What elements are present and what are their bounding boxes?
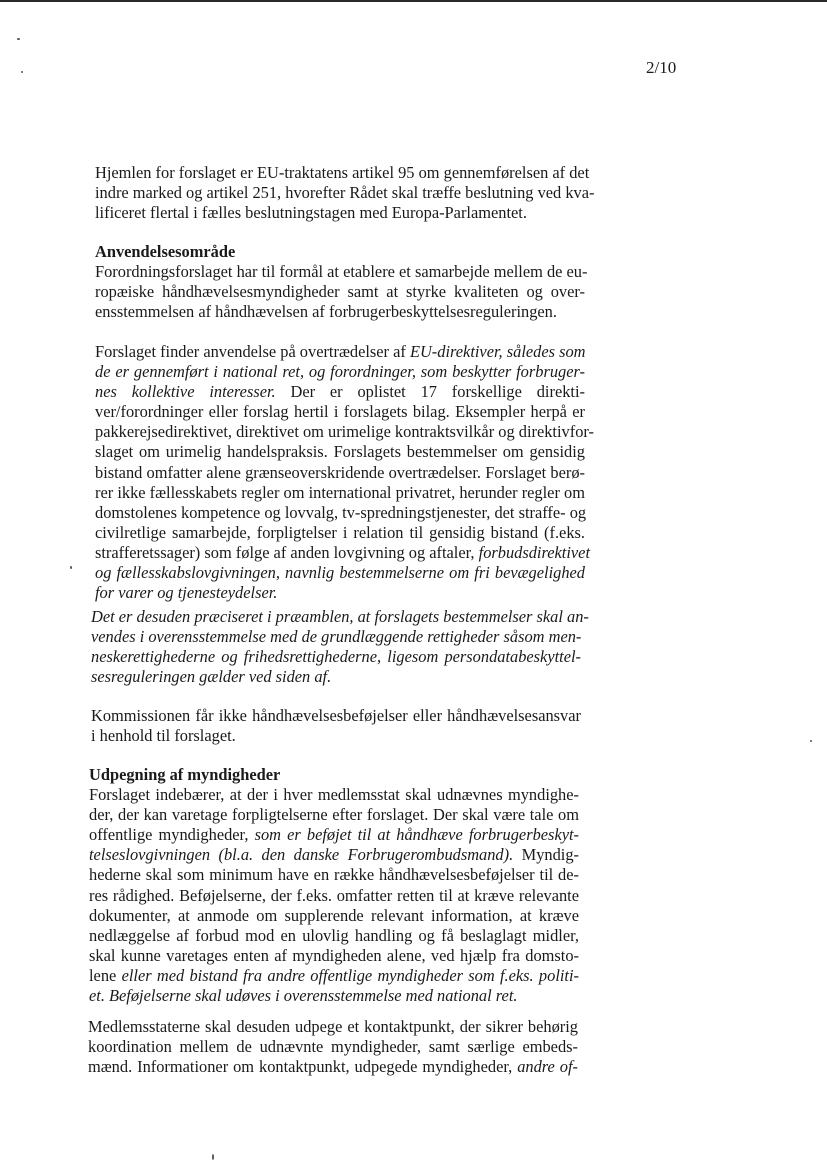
section-authorities [89,765,579,1006]
text-line [91,607,589,627]
text-line [95,382,585,402]
text-line [91,667,581,687]
text-line: ensstemmelsen af håndhævelsen af forbrugerbeskyttelsesreguleringen. [95,302,557,322]
text-line: res rådighed. Beføjelserne, der f.eks. omfatter retten til at kræve relevante [89,885,579,905]
text-run-italic: de er gennemført i national ret, og forordninger, som beskytter forbruger- [95,362,585,382]
text-run: Der er oplistet 17 forskellige direkti- [275,382,585,402]
scan-speck [810,740,812,742]
paragraph-contact-point [88,1017,578,1077]
text-line [91,627,581,647]
text-line: pakkerejsedirektivet, direktivet om urimelige kontraktsvilkår og direktivfor- [95,422,594,442]
text-run-italic: som er beføjet til at håndhæve forbrugerbeskyt- [254,825,580,845]
paragraph-application [95,342,594,603]
text-run-italic: for varer og tjenesteydelser. [95,583,278,603]
section-scope [95,242,588,322]
scan-speck [17,38,20,40]
text-run-italic: neskerettighederne og frihedsrettighederne, ligesom persondatabeskyttel- [91,647,581,667]
text-line: bistand omfatter alene grænseoverskridende overtrædelser. Forslaget berø- [95,462,585,482]
text-run-italic: vendes i overensstemmelse med de grundlæggende rettigheder såsom men- [91,627,582,647]
paragraph-preamble [91,607,589,687]
text-line: Medlemsstaterne skal desuden udpege et kontaktpunkt, der sikrer behørig [88,1017,578,1036]
text-line: dokumenter, at anmode om supplerende relevant information, at kræve [89,905,579,925]
text-line: koordination mellem de udnævnte myndigheder, samt særlige embeds- [88,1037,578,1057]
text-line: ropæiske håndhævelsesmyndigheder samt at styrke kvaliteten og over- [95,282,585,302]
text-line: indre marked og artikel 251, hvorefter Rådet skal træffe beslutning ved kva- [95,183,595,203]
text-line: skal kunne varetages enten af myndigheden alene, ved hjælp fra domsto- [89,945,579,965]
text-run-italic: forbudsdirektivet [478,542,591,562]
text-line [89,986,579,1006]
page-number: 2/10 [646,58,677,77]
text-line: Hjemlen for forslaget er EU-traktatens artikel 95 om gennemførelsen af det [95,163,590,182]
text-run-italic: telseslovgivningen (bl.a. den danske Forbrugerombudsmand). [89,845,514,865]
text-line: der, der kan varetage forpligtelserne efter forslaget. Der skal være tale om [89,805,579,825]
text-line [95,362,585,382]
text-run-italic: et. Beføjelserne skal udøves i overensstemmelse med national ret. [89,986,518,1006]
text-line: domstolenes kompetence og lovvalg, tv-spredningstjenester, det straffe- og [95,502,587,522]
text-line [89,966,579,986]
text-line: hederne skal som minimum have en række håndhævelsesbeføjelser til de- [89,865,579,885]
text-line [95,342,585,362]
text-line [95,583,585,603]
text-run: offentlige myndigheder, [89,825,255,845]
section-heading: Udpegning af myndigheder [89,765,281,784]
text-run: mænd. Informationer om kontaktpunkt, udpegede myndigheder, [88,1057,518,1077]
text-run-italic: andre of- [517,1057,578,1077]
text-line: nedlæggelse af forbud mod en ulovlig handling og få beslaglagt midler, [89,925,579,945]
text-line [91,647,581,667]
text-run: Myndig- [513,845,579,865]
text-run-italic: sesreguleringen gælder ved siden af. [91,667,332,687]
text-line [88,1057,578,1077]
text-line: rer ikke fællesskabets regler om international privatret, herunder regler om [95,482,585,502]
scan-speck [70,566,72,569]
scan-speck [21,71,23,73]
paragraph-commission [91,706,581,746]
text-run-italic: eller med bistand fra andre offentlige myndigheder som f.eks. politi- [121,965,579,985]
text-run-italic: EU-direktiver, således som [409,342,586,361]
scan-top-edge [0,0,827,2]
text-line [95,563,585,583]
text-run: lene [89,965,122,985]
text-line: Kommissionen får ikke håndhævelsesbeføjelser eller håndhævelsesansvar [91,706,581,725]
text-run-italic: og fællesskabslovgivningen, navnlig bestemmelserne om fri bevægelighed [95,563,585,583]
text-line: i henhold til forslaget. [91,726,236,746]
scan-speck [212,1154,214,1160]
text-line: Forordningsforslaget har til formål at etablere et samarbejde mellem de eu- [95,262,588,282]
text-line: Forslaget indebærer, at der i hver medlemsstat skal udnævnes myndighe- [89,785,579,805]
text-run-italic: Det er desuden præciseret i præamblen, at forslagets bestemmelser skal an- [91,607,589,626]
text-run-italic: nes kollektive interesser. [95,382,276,402]
text-line: lificeret flertal i fælles beslutningstagen med Europa-Parlamentet. [95,203,527,223]
paragraph-legal-basis [95,163,595,223]
text-line [89,845,579,865]
text-line [89,825,579,845]
text-run: strafferetssager) som følge af anden lovgivning og aftaler, [95,542,479,562]
text-line: ver/forordninger eller forslag hertil i forslagets bilag. Eksempler herpå er [95,402,585,422]
text-run: Forslaget finder anvendelse på overtrædelser af [95,342,410,361]
text-line: slaget om urimelig handelspraksis. Forslagets bestemmelser om gensidig [95,442,585,462]
text-line: civilretlige samarbejde, forpligtelser i relation til gensidig bistand (f.eks. [95,522,585,542]
section-heading: Anvendelsesområde [95,242,236,261]
text-line [95,542,591,563]
